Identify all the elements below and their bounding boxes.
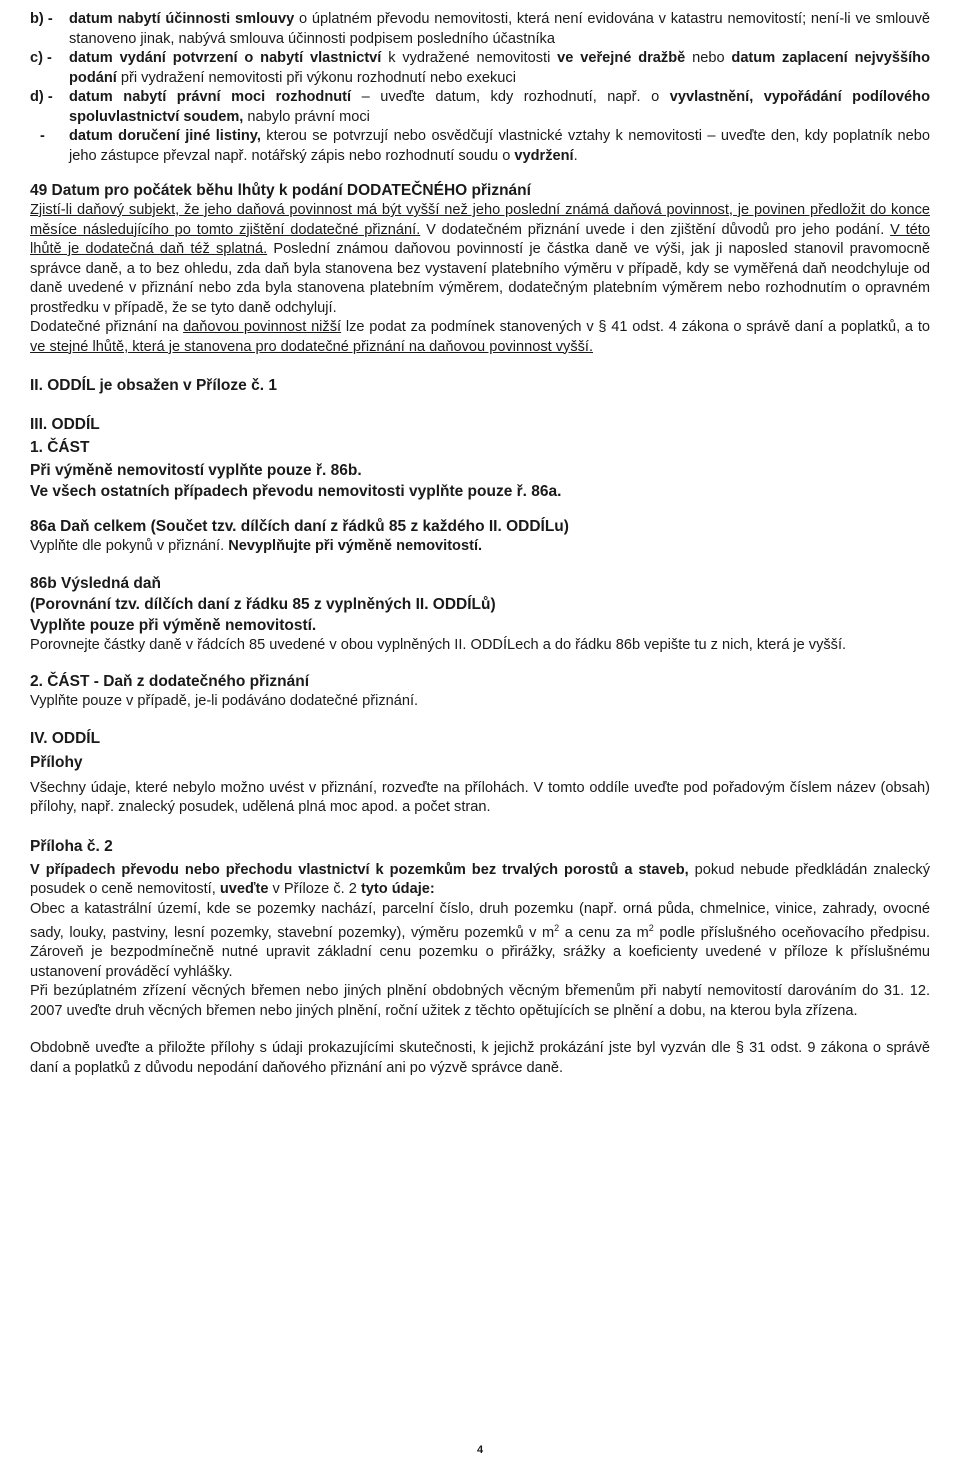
item-c-text1: k vydražené nemovitosti xyxy=(381,50,558,66)
row-86a-text xyxy=(30,537,930,557)
oddil-3-heading: III. ODDÍL xyxy=(30,416,100,433)
section-49-heading: 49 Datum pro počátek běhu lhůty k podání DODATEČNÉHO přiznání xyxy=(30,182,531,199)
section-49-body-2 xyxy=(30,318,930,357)
item-c-bold3: datum zaplacení nejvyššího podání xyxy=(69,50,931,86)
item-c-text2: nebo xyxy=(685,50,732,66)
priloha-2-bold-1: V případech převodu nebo přechodu vlastnictví k pozemkům bez trvalých porostů a staveb, xyxy=(30,861,689,878)
priloha-2-para-3: Obdobně uveďte a přiložte přílohy s údaji prokazujícími skutečnosti, k jejichž prokázání jste byl vyzván dle § 31 odst. 9 zákona o správě daní a poplatků z důvodu nepodání daňového přiznání ani po výzvě správce daně. xyxy=(30,1040,930,1076)
priloha-2-bold-3: tyto údaje: xyxy=(360,881,435,897)
row-86b-heading: 86b Výsledná daň xyxy=(30,574,161,592)
priloha-2-intro xyxy=(30,861,930,900)
cast-2-text: Vyplňte pouze v případě, je-li podáváno dodatečné přiznání. xyxy=(30,693,419,709)
oddil-3-line-1: Při výměně nemovitostí vyplňte pouze ř. 86b. xyxy=(30,462,362,479)
oddil-2-heading: II. ODDÍL je obsažen v Příloze č. 1 xyxy=(30,377,277,394)
para-1-c: podle příslušného oceňovacího předpisu. Zároveň je bezpodmínečně nutné upravit základní cenu pozemku o přirážky, srážky a koeficienty uvedené v příloze k příslušnému ustanovení prováděcí vyhlášky. xyxy=(30,924,931,980)
list-item-d xyxy=(30,88,930,127)
row-86a-heading: 86a Daň celkem (Součet tzv. dílčích daní z řádků 85 z každého II. ODDÍLu) xyxy=(30,518,569,535)
row-86a-bold: Nevyplňujte při výměně nemovitostí. xyxy=(228,538,483,554)
item-c-bold1: datum vydání potvrzení o nabytí vlastnictví xyxy=(69,50,382,66)
subitem-dash: - xyxy=(40,128,45,144)
priloha-2-para-1 xyxy=(30,900,930,983)
s49-underlined-1: Zjistí-li daňový subjekt, že jeho daňová povinnost má být vyšší než jeho poslední známá daňová povinnost, je povinen předložit do konce měsíce následujícího po tomto zjištění dodatečné přiznání. xyxy=(30,202,930,238)
cast-2-heading: 2. ČÁST - Daň z dodatečného přiznání xyxy=(30,673,310,690)
s49-text-2: Poslední známou daňovou povinností je částka daně ve výši, jak ji naposled stanovil pravomocně správce daně, a to bez ohledu, zda daň byla stanovena bez vystavení platebního výměru v případě, kdy se vyměřená daň neodchyluje od daně uvedené v přiznání nebo zda byla stanovena platebním výměrem, dodatečným platebním výměrem nebo rozhodnutím o opravném prostředku v případě, že se tyto daně odchylují. xyxy=(30,241,930,316)
oddil-3-line-2: Ve všech ostatních případech převodu nemovitosti vyplňte pouze ř. 86a. xyxy=(30,483,562,500)
page-number: 4 xyxy=(476,1444,484,1456)
priloha-2-bold-2: uveďte xyxy=(219,881,269,897)
cast-1-heading: 1. ČÁST xyxy=(30,439,90,456)
list-item-c xyxy=(30,49,930,88)
row-86b-subheading: (Porovnání tzv. dílčích daní z řádku 85 z vyplněných II. ODDÍLů) xyxy=(30,595,496,613)
s49-underlined-4: ve stejné lhůtě, která je stanovena pro dodatečné přiznání na daňovou povinnost vyšší. xyxy=(30,338,594,355)
item-d-text2: nabylo právní moci xyxy=(243,108,370,125)
s49-text-1: V dodatečném přiznání uvede i den zjištění důvodů pro jeho podání. xyxy=(420,221,891,238)
para-1-b: a cenu za m xyxy=(559,924,649,941)
document-page xyxy=(30,10,930,1078)
item-c-text3: při vydražení nemovitosti při výkonu rozhodnutí nebo exekuci xyxy=(116,69,516,86)
s49-underlined-3: daňovou povinnost nižší xyxy=(183,319,342,335)
subitem-text1: kterou se potvrzují nebo osvědčují vlastnické vztahy k nemovitosti – uveďte den, kdy poplatník nebo jeho zástupce převzal např. notářský zápis nebo rozhodnutí soudu o xyxy=(69,128,930,164)
item-b-bold: datum nabytí účinnosti smlouvy xyxy=(69,11,295,27)
item-label: c) - xyxy=(30,50,52,66)
item-d-bold2: vyvlastnění, vypořádání podílového spoluvlastnictví soudem, xyxy=(69,89,930,125)
s49-underlined-2: V této lhůtě je dodatečná daň též splatná. xyxy=(30,221,930,257)
priloha-2-heading: Příloha č. 2 xyxy=(30,837,113,855)
s49-text-4: lze podat za podmínek stanovených v § 41 odst. 4 zákona o správě daní a poplatků, a to xyxy=(341,319,930,335)
superscript-2: 2 xyxy=(554,923,560,933)
row-86b-text: Porovnejte částky daně v řádcích 85 uvedené v obou vyplněných II. ODDÍLech a do řádku 86b vepište tu z nich, která je vyšší. xyxy=(30,636,847,653)
priloha-2-text-2: v Příloze č. 2 xyxy=(268,881,361,897)
superscript-2b: 2 xyxy=(648,923,654,933)
subitem-bold2: vydržení xyxy=(514,147,574,164)
oddil-4-text: Všechny údaje, které nebylo možno uvést v přiznání, rozveďte na přílohách. V tomto oddíle uveďte pod pořadovým číslem název (obsah) přílohy, např. znalecký posudek, udělená plná moc apod. a počet stran. xyxy=(30,779,930,815)
para-1-a: Obec a katastrální území, kde se pozemky nachází, parcelní číslo, druh pozemku (např. orná půda, chmelnice, vinice, zahrady, ovocné sady, louky, pastviny, lesní pozemky, stavební pozemky), výměru pozemků v m xyxy=(30,900,930,941)
item-d-bold1: datum nabytí právní moci rozhodnutí xyxy=(69,89,352,105)
priloha-2-text-1: pokud nebude předkládán znalecký posudek o ceně nemovitostí, xyxy=(30,861,931,897)
s49-text-3: Dodatečné přiznání na xyxy=(30,319,184,335)
priloha-2-para-2: Při bezúplatném zřízení věcných břemen nebo jiných plnění obdobných věcným břemenům při nabytí nemovitostí darováním do 31. 12. 2007 uveďte druh věcných břemen nebo jiných plnění, roční užitek z těchto opětujících se plnění a dobu, na kterou byla zřízena. xyxy=(30,983,930,1019)
item-label: d) - xyxy=(30,89,53,105)
item-c-bold2: ve veřejné dražbě xyxy=(557,50,686,66)
item-d-text1: – uveďte datum, kdy rozhodnutí, např. o xyxy=(351,89,670,105)
item-b-text: o úplatném převodu nemovitosti, která není evidována v katastru nemovitostí; není-li ve smlouvě stanoveno jinak, nabývá smlouva účinnosti podpisem posledního účastníka xyxy=(69,11,930,47)
row-86a-plain: Vyplňte dle pokynů v přiznání. xyxy=(30,538,229,554)
item-label: b) - xyxy=(30,11,53,27)
list-item-b xyxy=(30,10,930,49)
section-49-body xyxy=(30,201,930,318)
subitem-bold1: datum doručení jiné listiny, xyxy=(69,128,261,144)
list-subitem-d xyxy=(30,127,930,166)
row-86b-bold: Vyplňte pouze při výměně nemovitostí. xyxy=(30,616,317,634)
oddil-4-heading: IV. ODDÍL xyxy=(30,729,101,747)
subitem-text2: . xyxy=(573,147,578,164)
prilohy-heading: Přílohy xyxy=(30,753,83,771)
